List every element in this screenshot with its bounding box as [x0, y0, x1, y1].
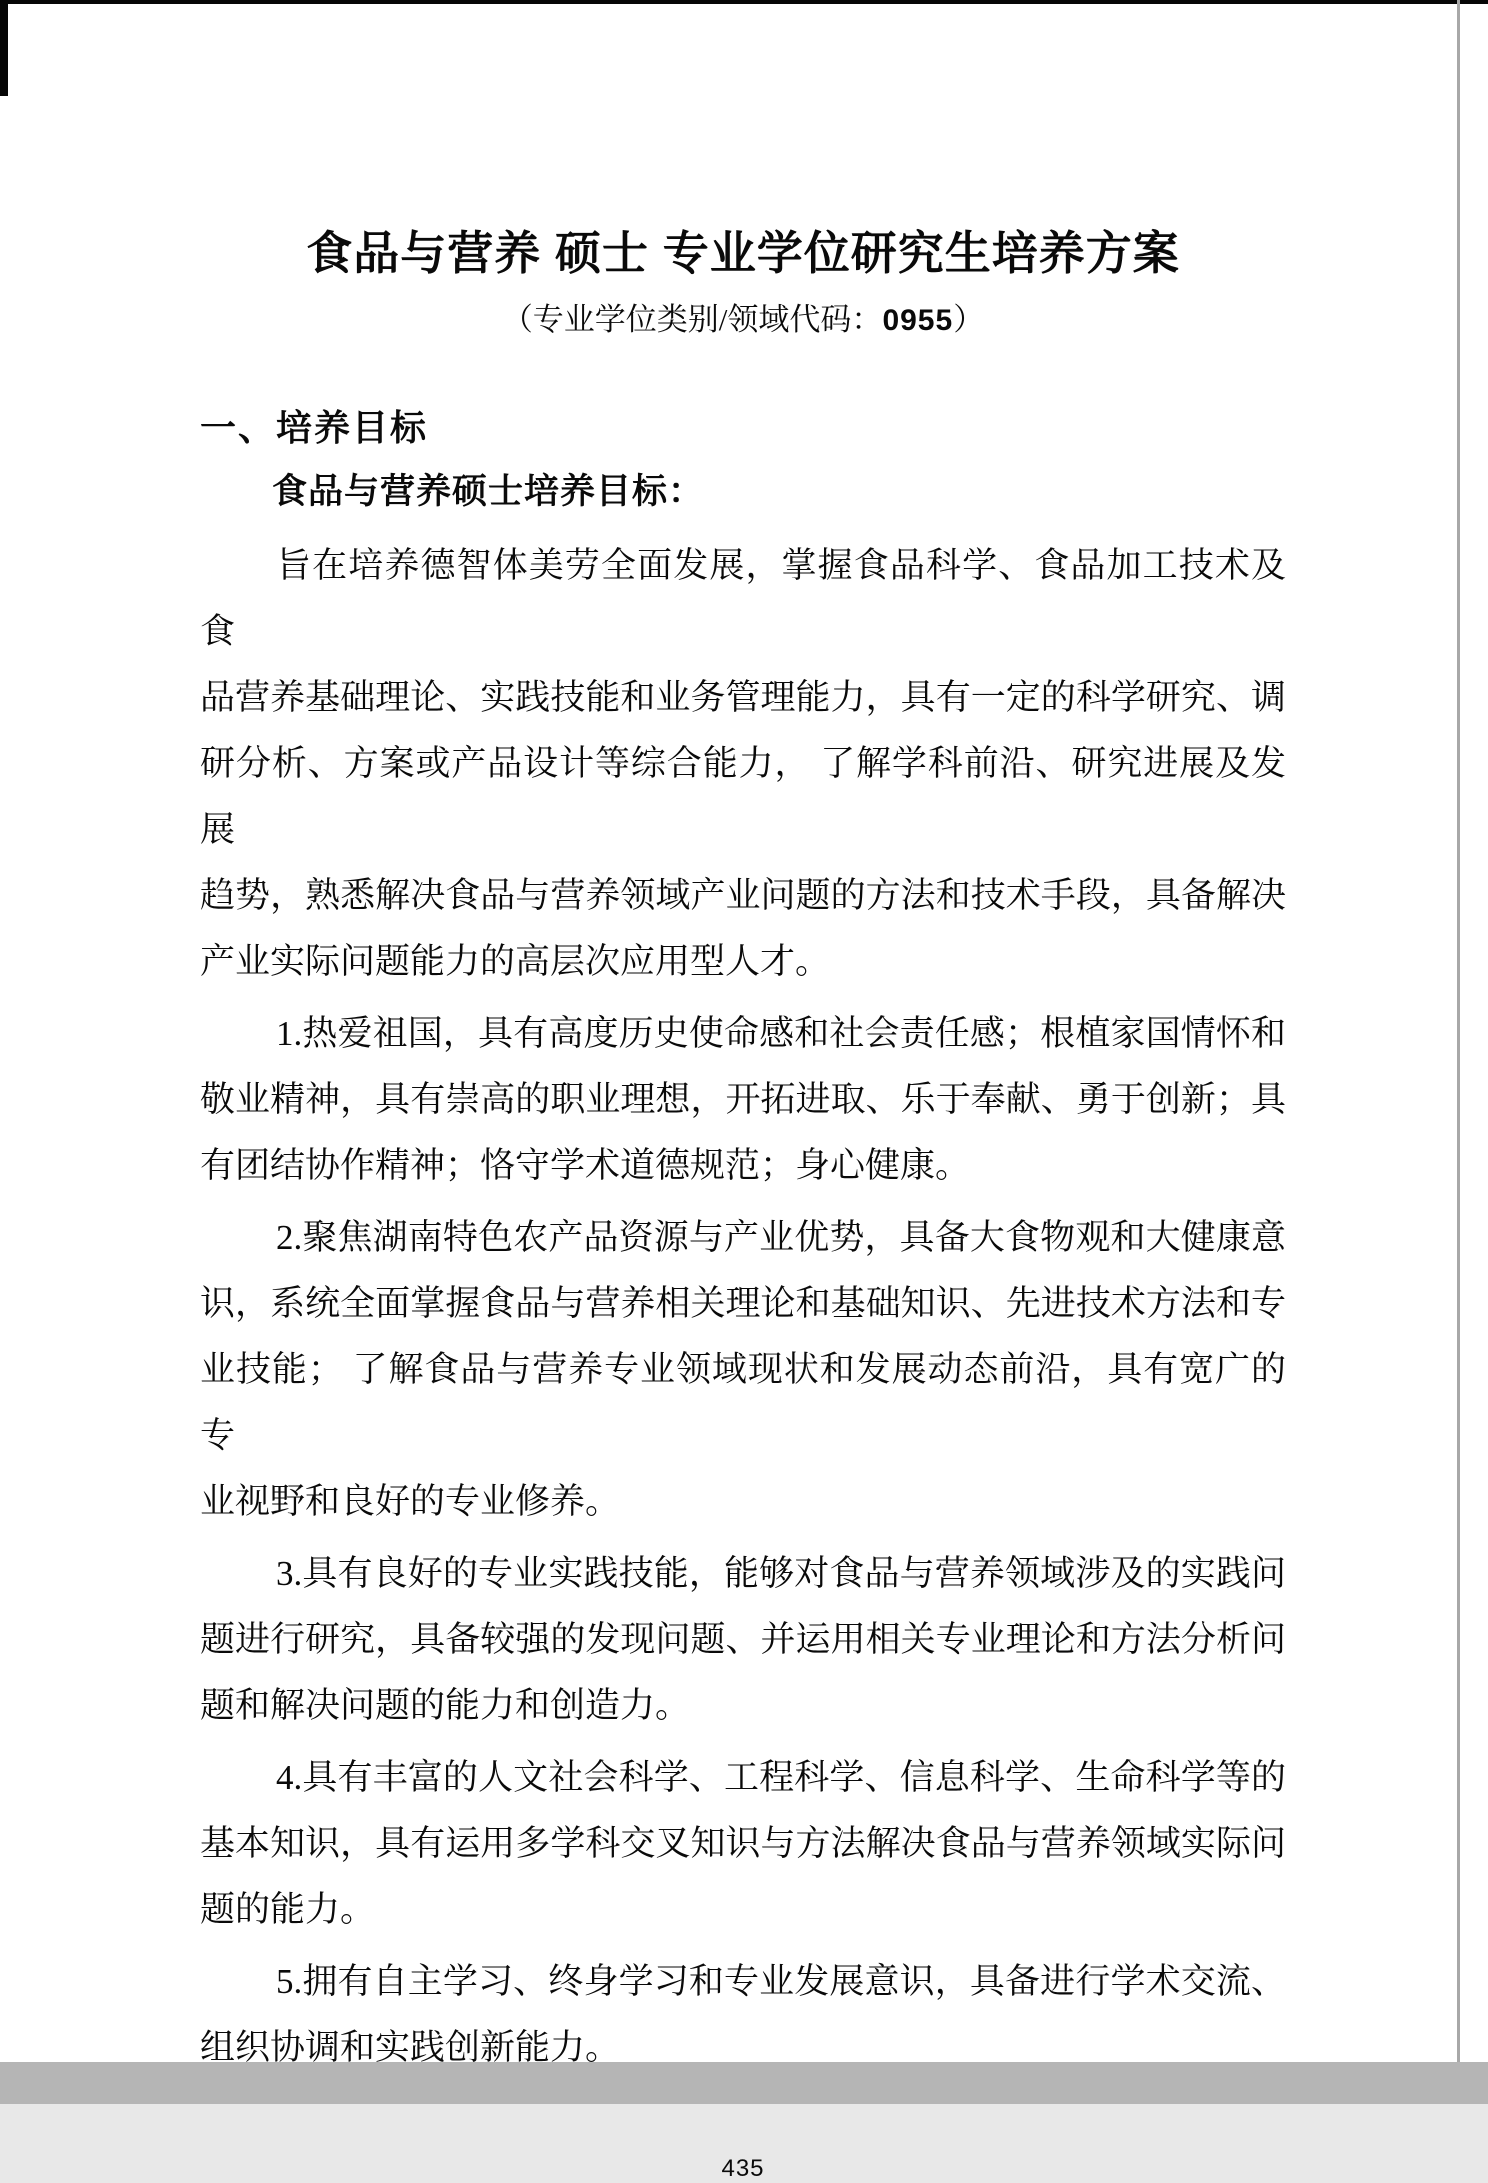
text-line: 1.热爱祖国，具有高度历史使命感和社会责任感；根植家国情怀和: [276, 1014, 1286, 1053]
text-line: 产业实际问题能力的高层次应用型人才。: [200, 942, 831, 981]
text-line: 趋势，熟悉解决食品与营养领域产业问题的方法和技术手段，具备解决: [200, 876, 1286, 915]
lead-sentence: 食品与营养硕士培养目标：: [272, 472, 705, 511]
text-line: 业视野和良好的专业修养。: [200, 1482, 621, 1521]
paragraph: [200, 1541, 1286, 1739]
paragraph: [200, 1001, 1286, 1199]
paragraph: [200, 533, 1286, 995]
subtitle-prefix: （专业学位类别/领域代码：: [501, 302, 883, 337]
text-line: 题的能力。: [200, 1890, 376, 1929]
text-line: 5.拥有自主学习、终身学习和专业发展意识，具备进行学术交流、: [276, 1962, 1286, 2001]
text-line: 3.具有良好的专业实践技能，能够对食品与营养领域涉及的实践问: [276, 1554, 1286, 1593]
doc-title: 食品与营养 硕士 专业学位研究生培养方案: [306, 227, 1180, 279]
text-line: 4.具有丰富的人文社会科学、工程科学、信息科学、生命科学等的: [276, 1758, 1286, 1797]
degree-code: 0955: [882, 304, 954, 337]
text-line: 识，系统全面掌握食品与营养相关理论和基础知识、先进技术方法和专: [200, 1284, 1286, 1323]
text-line: 基本知识，具有运用多学科交叉知识与方法解决食品与营养领域实际问: [200, 1824, 1286, 1863]
text-line: 题和解决问题的能力和创造力。: [200, 1686, 691, 1725]
scan-edge-corner: [0, 0, 8, 96]
text-line: 敬业精神，具有崇高的职业理想，开拓进取、乐于奉献、勇于创新；具: [200, 1080, 1286, 1119]
text-line: 有团结协作精神；恪守学术道德规范；身心健康。: [200, 1146, 971, 1185]
subtitle-suffix: ）: [953, 302, 985, 337]
text-line: 2.聚焦湖南特色农产品资源与产业优势，具备大食物观和大健康意: [276, 1218, 1286, 1257]
paragraph: [200, 1949, 1286, 2081]
page-content: [200, 0, 1286, 2183]
paragraph: [200, 1205, 1286, 1535]
body-paragraphs: [200, 533, 1286, 2081]
doc-subtitle: [200, 302, 1286, 339]
text-line: 旨在培养德智体美劳全面发展，掌握食品科学、食品加工技术及食: [200, 546, 1286, 651]
section-heading: 一、培养目标: [200, 407, 429, 448]
paragraph: [200, 1745, 1286, 1943]
text-line: 研分析、方案或产品设计等综合能力， 了解学科前沿、研究进展及发展: [200, 744, 1286, 849]
text-line: 题进行研究，具备较强的发现问题、并运用相关专业理论和方法分析问: [200, 1620, 1286, 1659]
page-number: 435: [721, 2155, 765, 2182]
scan-line-right: [1457, 0, 1460, 2104]
text-line: 业技能； 了解食品与营养专业领域现状和发展动态前沿，具有宽广的专: [200, 1350, 1286, 1455]
text-line: 品营养基础理论、实践技能和业务管理能力，具有一定的科学研究、调: [200, 678, 1286, 717]
text-line: 组织协调和实践创新能力。: [200, 2028, 621, 2067]
